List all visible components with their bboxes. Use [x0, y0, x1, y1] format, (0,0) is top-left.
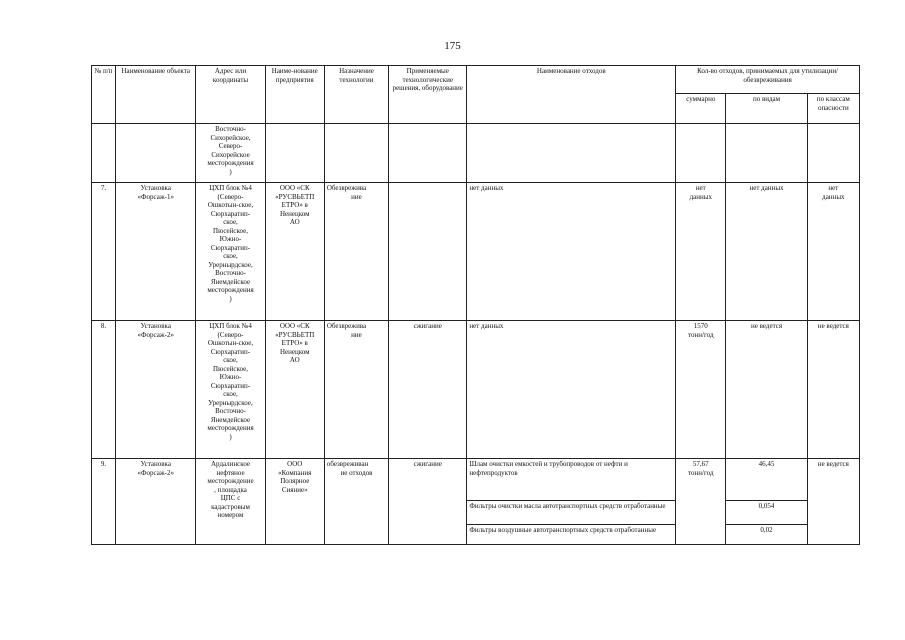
row-no: 7. [92, 183, 116, 321]
row-total: нет данных [676, 183, 726, 321]
row-by-type: не ведется [726, 321, 807, 459]
row-by-type: нет данных [726, 183, 807, 321]
header-solutions: Применяемые технологические решения, оборудование [389, 66, 467, 124]
row-waste-amount: 0,02 [726, 525, 807, 545]
row-waste-name: Фильтры воздушные автотранспортных средств отработанные [467, 525, 676, 545]
table-row [92, 124, 860, 183]
header-enterprise: Наиме-нование предприятия [265, 66, 324, 124]
row-by-class: не ведется [807, 321, 859, 459]
row-enterprise: ООО «СК «РУСВЬЕТП ЕТРО» в Ненецком АО [265, 183, 324, 321]
row-waste: нет данных [467, 183, 676, 321]
row-enterprise: ООО «СК «РУСВЬЕТП ЕТРО» в Ненецком АО [265, 321, 324, 459]
row-purpose: Обезврежива ние [324, 321, 388, 459]
row-by-class: нет данных [807, 183, 859, 321]
row-solution [389, 183, 467, 321]
row-address: ЦХП блок №4 (Северо- Ошкотын-ское, Сюрхаратип- ское, Пюсейское, Южно- Сюрхаратип- ское, Урернырдское, Восточно- Янемдейское месторождения ) [196, 183, 265, 321]
table-row [92, 321, 860, 459]
row-no: 8. [92, 321, 116, 459]
row-object: Установка «Форсаж-2» [116, 321, 196, 459]
row-address: ЦХП блок №4 (Северо- Ошкотын-ское, Сюрхаратип- ское, Пюсейское, Южно- Сюрхаратип- ское, Урернырдское, Восточно- Янемдейское месторождения ) [196, 321, 265, 459]
row-waste-amount: 46,45 [726, 459, 807, 501]
row-object: Установка «Форсаж-1» [116, 183, 196, 321]
row-enterprise: ООО «Компания Полярное Сияние» [265, 459, 324, 545]
row-purpose: обезвреживан ие отходов [324, 459, 388, 545]
row-waste-name: Шлам очистки емкостей и трубопроводов от нефти и нефтепродуктов [467, 459, 676, 501]
continuation-address: Восточно- Сихорейское, Северо- Сихорейское месторождения ) [196, 124, 265, 183]
row-total: 1570 тонн/год [676, 321, 726, 459]
header-purpose: Назначение технологии [324, 66, 388, 124]
row-by-class: не ведется [807, 459, 859, 545]
header-waste: Наименование отходов [467, 66, 676, 124]
header-object: Наименование объекта [116, 66, 196, 124]
table-row [92, 459, 860, 501]
header-no: № п/п [92, 66, 116, 124]
header-by-class: по классам опасности [807, 94, 859, 124]
header-amount-group: Кол-во отходов, принимаемых для утилизации/обезвреживания [676, 66, 860, 94]
header-address: Адрес или координаты [196, 66, 265, 124]
row-waste-name: Фильтры очистки масла автотранспортных средств отработанные [467, 501, 676, 525]
waste-facilities-table [91, 65, 860, 545]
row-waste: нет данных [467, 321, 676, 459]
row-total: 57,67 тонн/год [676, 459, 726, 545]
row-object: Установка «Форсаж-2» [116, 459, 196, 545]
header-total: суммарно [676, 94, 726, 124]
page-number: 175 [444, 40, 461, 52]
row-address: Ардалинское нефтяное месторождение , площадка ЦПС с кадастровым номером [196, 459, 265, 545]
header-by-type: по видам [726, 94, 807, 124]
row-waste-amount: 0,054 [726, 501, 807, 525]
table-row [92, 183, 860, 321]
row-solution: сжигание [389, 321, 467, 459]
row-no: 9. [92, 459, 116, 545]
row-purpose: Обезврежива ние [324, 183, 388, 321]
row-solution: сжигание [389, 459, 467, 545]
